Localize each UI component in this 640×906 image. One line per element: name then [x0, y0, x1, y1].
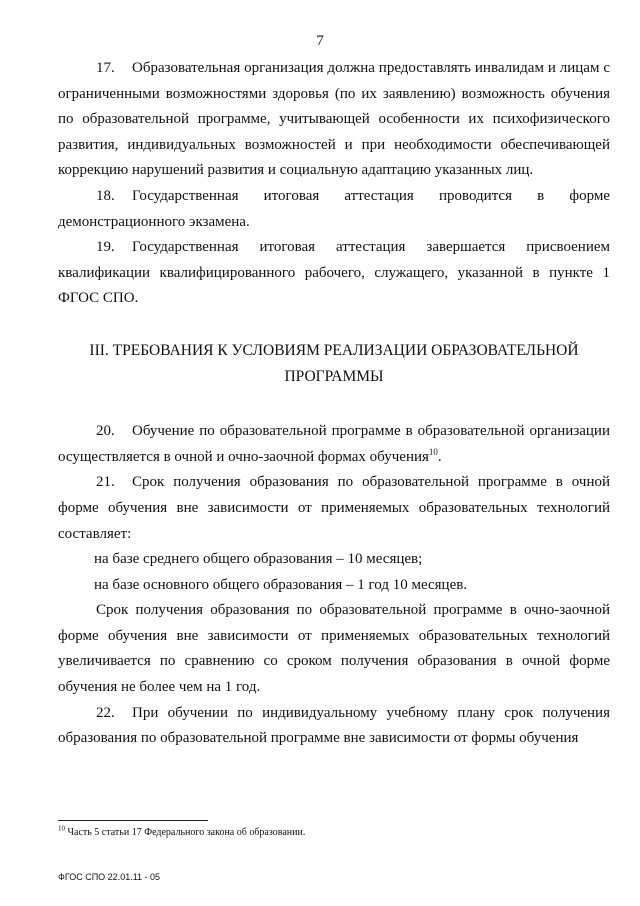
footnote-number: 10: [58, 824, 65, 833]
footnote-text: Часть 5 статьи 17 Федерального закона об образовании.: [67, 827, 306, 838]
paragraph-number: 21.: [96, 474, 115, 491]
paragraph-number: 22.: [96, 704, 115, 721]
paragraph-number: 19.: [96, 239, 115, 256]
footnote-divider: [58, 820, 208, 821]
paragraph-number: 18.: [96, 187, 115, 204]
paragraph-20: [58, 419, 610, 470]
section-heading-line-2: ПРОГРАММЫ: [284, 367, 384, 385]
paragraph-number: 20.: [96, 423, 115, 440]
paragraph-text: Обучение по образовательной программе в образовательной организации осуществляется в очной и очно-заочной формах обучения: [58, 423, 610, 465]
section-heading-line-1: III. ТРЕБОВАНИЯ К УСЛОВИЯМ РЕАЛИЗАЦИИ ОБРАЗОВАТЕЛЬНОЙ: [89, 341, 579, 359]
paragraph-text: Государственная итоговая аттестация завершается присвоением квалификации квалифицированного рабочего, служащего, указанной в пункте 1 ФГОС СПО.: [58, 239, 610, 307]
list-item-secondary: на базе среднего общего образования – 10 месяцев;: [94, 551, 423, 568]
paragraph-text: Образовательная организация должна предоставлять инвалидам и лицам с ограниченными возможностями здоровья (по их заявлению) возможность обучения по образовательной программе, учитывающей особенности их психофизического развития, индивидуальных возможностей и при необходимости обеспечивающей коррекцию нарушений развития и социальную адаптацию указанных лиц.: [58, 60, 610, 179]
paragraph-text: При обучении по индивидуальному учебному плану срок получения образования по образовательной программе вне зависимости от формы обучения: [58, 704, 610, 747]
paragraph-number: 17.: [96, 60, 115, 76]
footer-document-code: ФГОС СПО 22.01.11 - 05: [58, 872, 161, 882]
paragraph-text: Государственная итоговая аттестация проводится в форме демонстрационного экзамена.: [58, 187, 610, 230]
paragraph-21: [58, 470, 610, 547]
page-number: 7: [316, 33, 324, 49]
section-heading: [58, 338, 610, 389]
paragraph-21-continuation: Срок получения образования по образовательной программе в очно-заочной форме обучения вне зависимости от применяемых образовательных технологий увеличивается по сравнению со сроком получения образования в очной форме обучения не более чем на 1 год.: [58, 602, 610, 696]
document-body: [58, 56, 610, 752]
list-item-basic: на базе основного общего образования – 1 год 10 месяцев.: [94, 576, 468, 593]
paragraph-text: Срок получения образования по образовательной программе в очной форме обучения вне зависимости от применяемых образовательных технологий составляет:: [58, 474, 610, 542]
paragraph-22: [58, 701, 610, 752]
paragraph-18: [58, 184, 610, 235]
paragraph-19: [58, 235, 610, 312]
paragraph-tail: .: [437, 448, 442, 465]
footnote: [58, 826, 305, 839]
paragraph-17: [58, 56, 610, 184]
footnote-reference[interactable]: 10: [428, 446, 438, 457]
